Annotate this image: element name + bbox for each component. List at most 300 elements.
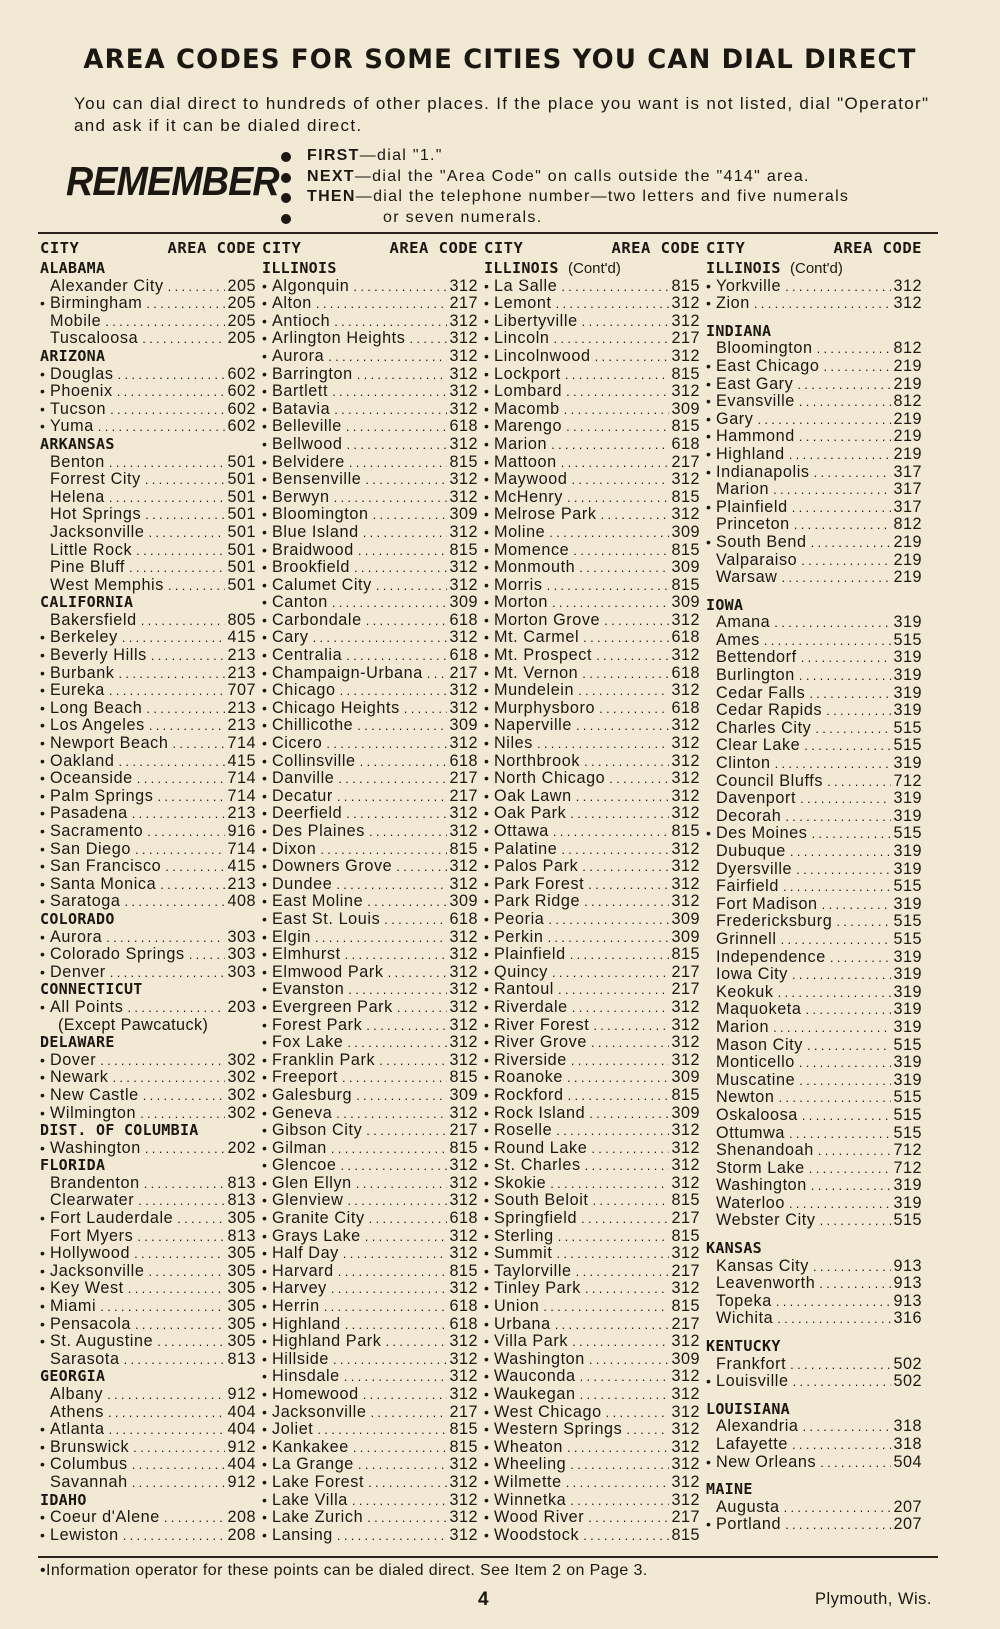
city-name: Marion xyxy=(494,434,548,453)
city-name: Iowa City xyxy=(716,965,788,984)
step-keyword: THEN xyxy=(307,188,356,205)
info-bullet-icon: • xyxy=(262,576,267,593)
dot-leader xyxy=(331,1280,448,1298)
city-row xyxy=(484,471,700,489)
city-name: Highland Park xyxy=(272,1332,382,1351)
info-bullet-icon: • xyxy=(40,1526,45,1543)
dot-leader xyxy=(385,1333,447,1351)
area-code: 203 xyxy=(227,997,256,1016)
info-bullet-icon: • xyxy=(484,383,489,400)
area-code: 312 xyxy=(449,1156,478,1175)
city-row xyxy=(262,295,478,313)
area-code: 208 xyxy=(227,1508,256,1527)
dot-leader xyxy=(320,841,447,859)
info-bullet-icon: • xyxy=(262,1403,267,1420)
city-row xyxy=(262,506,478,524)
city-row xyxy=(706,861,922,879)
dot-leader xyxy=(582,858,669,876)
city-name: La Salle xyxy=(494,276,558,295)
info-bullet-icon: • xyxy=(262,365,267,382)
dot-leader xyxy=(776,1293,892,1311)
city-name: Berwyn xyxy=(272,487,330,506)
area-code: 312 xyxy=(449,1050,478,1069)
city-name: Harvey xyxy=(272,1279,327,1298)
city-row xyxy=(262,1228,478,1246)
info-bullet-icon: • xyxy=(40,400,45,417)
city-row xyxy=(40,471,256,489)
dot-leader xyxy=(110,401,225,419)
city-row xyxy=(40,612,256,630)
city-row xyxy=(706,534,922,552)
city-name: Roselle xyxy=(494,1121,553,1140)
info-bullet-icon: • xyxy=(262,910,267,927)
dot-leader xyxy=(189,946,226,964)
city-row xyxy=(40,1087,256,1105)
city-name: Monticello xyxy=(716,1053,795,1072)
area-code-header: AREA CODE xyxy=(611,239,700,257)
area-code: 312 xyxy=(671,1367,700,1386)
dot-leader xyxy=(333,1351,448,1369)
city-name: Topeka xyxy=(716,1291,772,1310)
dot-leader xyxy=(338,1263,448,1281)
city-name: Clinton xyxy=(716,754,771,773)
city-name: Mt. Prospect xyxy=(494,646,593,665)
city-row xyxy=(484,330,700,348)
dot-leader xyxy=(119,665,226,683)
dot-leader xyxy=(777,1310,891,1328)
area-code: 618 xyxy=(449,909,478,928)
city-row xyxy=(484,1474,700,1492)
area-code: 815 xyxy=(671,1191,700,1210)
dot-leader xyxy=(373,506,448,524)
state-heading xyxy=(262,260,478,278)
city-name: Council Bluffs xyxy=(716,771,824,790)
city-name: Waukegan xyxy=(494,1385,576,1403)
city-row xyxy=(262,418,478,436)
info-bullet-icon: • xyxy=(262,453,267,470)
area-code: 312 xyxy=(671,804,700,823)
city-name: Savannah xyxy=(50,1472,128,1491)
dot-leader xyxy=(404,700,448,718)
area-code: 319 xyxy=(893,1070,922,1089)
column-header xyxy=(40,236,256,260)
city-name: Marengo xyxy=(494,417,563,436)
area-code: 312 xyxy=(449,980,478,999)
city-name: Homewood xyxy=(272,1385,359,1403)
dot-leader xyxy=(572,999,670,1017)
city-row xyxy=(484,1368,700,1386)
city-row xyxy=(262,330,478,348)
city-row xyxy=(706,1373,922,1391)
info-bullet-icon: • xyxy=(484,559,489,576)
state-name: ALABAMA xyxy=(40,259,106,277)
area-code: 312 xyxy=(671,857,700,876)
city-name: South Bend xyxy=(716,532,807,551)
city-name: Park Ridge xyxy=(494,892,581,911)
info-bullet-icon: • xyxy=(262,629,267,646)
area-code: 319 xyxy=(893,1000,922,1019)
city-name: Helena xyxy=(50,487,105,506)
dot-leader xyxy=(148,1263,225,1281)
info-bullet-icon: • xyxy=(40,1509,45,1526)
city-name: East Moline xyxy=(272,892,364,911)
area-code: 312 xyxy=(449,522,478,541)
dot-leader xyxy=(789,1125,892,1143)
info-bullet-icon: • xyxy=(40,1051,45,1068)
dot-leader xyxy=(397,999,448,1017)
city-row xyxy=(262,665,478,683)
continued-label: (Cont'd) xyxy=(568,260,621,277)
info-bullet-icon: • xyxy=(40,787,45,804)
dot-leader xyxy=(588,1509,669,1527)
info-bullet-icon: • xyxy=(262,1298,267,1315)
city-row xyxy=(484,506,700,524)
state-name: KENTUCKY xyxy=(706,1337,781,1356)
dot-leader xyxy=(146,295,225,313)
dot-leader xyxy=(589,1351,670,1369)
info-bullet-icon: • xyxy=(262,400,267,417)
step-keyword: FIRST xyxy=(307,147,360,164)
city-name: Saratoga xyxy=(50,892,121,911)
area-code: 312 xyxy=(449,1455,478,1474)
city-name: Oakland xyxy=(50,751,115,770)
city-row xyxy=(40,1439,256,1457)
city-row xyxy=(484,1298,700,1316)
state-heading xyxy=(40,981,256,999)
dot-leader xyxy=(134,1245,225,1263)
info-bullet-icon: • xyxy=(262,1368,267,1385)
dot-leader xyxy=(584,893,669,911)
city-name: Mt. Vernon xyxy=(494,663,579,682)
info-bullet-icon: • xyxy=(262,471,267,488)
area-code: 312 xyxy=(671,382,700,401)
info-bullet-icon: • xyxy=(484,347,489,364)
dot-leader xyxy=(593,1192,670,1210)
city-name: Fort Myers xyxy=(50,1226,134,1245)
dot-leader xyxy=(366,612,448,630)
area-code: 213 xyxy=(227,874,256,893)
info-bullet-icon: • xyxy=(262,963,267,980)
city-name: Rock Island xyxy=(494,1103,586,1122)
city-row xyxy=(706,464,922,482)
city-row xyxy=(262,735,478,753)
dot-leader xyxy=(775,755,892,773)
dot-leader xyxy=(141,612,226,630)
city-row xyxy=(40,401,256,419)
area-code: 408 xyxy=(227,892,256,911)
dot-leader xyxy=(317,1421,447,1439)
city-row xyxy=(262,1386,478,1404)
dot-leader xyxy=(369,1210,448,1228)
city-name: Colorado Springs xyxy=(50,945,185,964)
area-code: 312 xyxy=(671,1015,700,1034)
area-code: 618 xyxy=(449,646,478,665)
dot-leader xyxy=(334,489,448,507)
area-code: 815 xyxy=(449,839,478,858)
city-row xyxy=(262,964,478,982)
city-row xyxy=(262,594,478,612)
city-name: Waterloo xyxy=(716,1193,785,1212)
area-code: 618 xyxy=(671,663,700,682)
state-name: GEORGIA xyxy=(40,1367,106,1386)
info-bullet-icon: • xyxy=(484,1280,489,1297)
area-code: 312 xyxy=(671,1490,700,1509)
dot-leader xyxy=(817,340,892,358)
dot-leader xyxy=(365,1228,448,1246)
dot-leader xyxy=(585,1280,670,1298)
dot-leader xyxy=(100,1298,225,1316)
dot-leader xyxy=(561,278,669,296)
area-code: 312 xyxy=(449,822,478,840)
area-code: 714 xyxy=(227,769,256,788)
city-row xyxy=(40,805,256,823)
city-name: Des Moines xyxy=(716,824,808,843)
dot-leader xyxy=(358,542,448,560)
city-row xyxy=(262,682,478,700)
info-bullet-icon: • xyxy=(484,541,489,558)
city-row xyxy=(40,295,256,313)
area-code: 515 xyxy=(893,1211,922,1230)
city-name: Belvidere xyxy=(272,452,345,471)
city-name: Ottawa xyxy=(494,822,549,840)
area-code: 813 xyxy=(227,1191,256,1210)
city-row xyxy=(262,788,478,806)
info-bullet-icon: • xyxy=(262,998,267,1015)
dot-leader xyxy=(109,454,226,472)
city-row xyxy=(40,577,256,595)
city-name: Long Beach xyxy=(50,698,143,717)
info-bullet-icon: • xyxy=(262,1210,267,1227)
info-bullet-icon: • xyxy=(262,717,267,734)
city-name: Lincoln xyxy=(494,329,550,348)
area-code: 618 xyxy=(449,1209,478,1228)
city-row xyxy=(706,1293,922,1311)
city-row xyxy=(262,1404,478,1422)
city-name: Wheeling xyxy=(494,1455,567,1474)
area-code: 504 xyxy=(893,1452,922,1471)
info-bullet-icon: • xyxy=(484,1104,489,1121)
city-name: Skokie xyxy=(494,1173,547,1192)
dot-leader xyxy=(809,1160,892,1178)
dot-leader xyxy=(346,418,448,436)
dot-leader xyxy=(129,559,225,577)
area-code: 312 xyxy=(671,1455,700,1474)
state-name: ILLINOIS xyxy=(262,259,337,277)
area-code: 618 xyxy=(449,417,478,436)
info-bullet-icon: • xyxy=(484,770,489,787)
city-row xyxy=(40,964,256,982)
city-row xyxy=(706,1019,922,1037)
city-row xyxy=(484,1052,700,1070)
city-name: Bellwood xyxy=(272,434,343,453)
dot-leader xyxy=(570,1456,669,1474)
dot-leader xyxy=(573,542,669,560)
dot-leader xyxy=(564,401,670,419)
city-name: Atlanta xyxy=(50,1420,105,1439)
area-code: 312 xyxy=(449,1244,478,1263)
city-name: Macomb xyxy=(494,399,560,418)
city-row xyxy=(484,524,700,542)
city-row xyxy=(484,1140,700,1158)
area-code: 312 xyxy=(449,1490,478,1509)
area-code: 312 xyxy=(671,1050,700,1069)
dot-leader xyxy=(168,278,226,296)
dot-leader xyxy=(582,313,670,331)
info-bullet-icon: • xyxy=(484,1438,489,1455)
dot-leader xyxy=(572,1333,669,1351)
info-bullet-icon: • xyxy=(40,365,45,382)
city-name: Bensenville xyxy=(272,470,362,489)
dot-leader xyxy=(814,464,892,482)
city-name: West Memphis xyxy=(50,575,164,594)
city-row xyxy=(262,999,478,1017)
dot-leader xyxy=(836,913,891,931)
city-name: Quincy xyxy=(494,962,548,981)
area-code: 618 xyxy=(671,434,700,453)
area-code: 219 xyxy=(893,374,922,393)
info-bullet-icon: • xyxy=(40,1262,45,1279)
area-code: 815 xyxy=(449,1261,478,1280)
dot-leader xyxy=(334,401,447,419)
info-bullet-icon: • xyxy=(262,312,267,329)
dot-leader xyxy=(109,489,226,507)
dot-leader xyxy=(815,720,891,738)
city-row xyxy=(262,1421,478,1439)
dot-leader xyxy=(784,1499,892,1517)
dot-leader xyxy=(145,506,225,524)
state-heading xyxy=(40,911,256,929)
city-row xyxy=(706,843,922,861)
area-code: 312 xyxy=(449,681,478,700)
city-name: Pasadena xyxy=(50,804,128,823)
dot-leader xyxy=(792,499,892,517)
city-name: Forest Park xyxy=(272,1015,363,1034)
dot-leader xyxy=(583,629,669,647)
city-row xyxy=(40,1263,256,1281)
state-name: CALIFORNIA xyxy=(40,593,134,612)
info-bullet-icon: • xyxy=(40,963,45,980)
city-row xyxy=(706,614,922,632)
area-code: 213 xyxy=(227,698,256,717)
dot-leader xyxy=(804,737,891,755)
city-name: East St. Louis xyxy=(272,909,381,928)
area-code: 309 xyxy=(671,909,700,928)
info-bullet-icon: • xyxy=(40,664,45,681)
area-code: 319 xyxy=(893,1193,922,1212)
city-row xyxy=(40,893,256,911)
info-bullet-icon: • xyxy=(706,498,711,515)
city-name: Hillside xyxy=(272,1349,329,1368)
city-name: Naperville xyxy=(494,716,572,735)
city-row xyxy=(706,755,922,773)
info-bullet-icon: • xyxy=(40,1456,45,1473)
area-code: 515 xyxy=(893,736,922,755)
dot-leader xyxy=(589,1105,669,1123)
city-name: Amana xyxy=(716,613,771,632)
city-row xyxy=(262,876,478,894)
state-name: MAINE xyxy=(706,1480,753,1499)
info-bullet-icon: • xyxy=(484,1227,489,1244)
area-code: 312 xyxy=(671,997,700,1016)
city-row xyxy=(484,1157,700,1175)
city-name: Maywood xyxy=(494,470,568,489)
city-name: Miami xyxy=(50,1297,97,1316)
dot-leader xyxy=(596,647,669,665)
city-name: Tinley Park xyxy=(494,1279,581,1298)
dot-leader xyxy=(135,841,225,859)
city-name: Palm Springs xyxy=(50,786,154,805)
info-bullet-icon: • xyxy=(706,825,711,842)
area-code: 312 xyxy=(449,1103,478,1122)
dot-leader xyxy=(789,446,892,464)
area-code: 815 xyxy=(671,364,700,383)
dot-leader xyxy=(757,411,891,429)
dot-leader xyxy=(368,1474,447,1492)
column-header xyxy=(262,236,478,260)
area-code: 312 xyxy=(449,698,478,717)
area-code-column xyxy=(262,236,478,1544)
area-code: 219 xyxy=(893,427,922,446)
city-name: Denver xyxy=(50,962,106,981)
info-bullet-icon: • xyxy=(262,858,267,875)
state-heading xyxy=(706,260,922,278)
info-bullet-icon: • xyxy=(484,435,489,452)
city-name: Washington xyxy=(716,1176,807,1195)
city-name: East Chicago xyxy=(716,356,820,375)
info-bullet-icon: • xyxy=(484,312,489,329)
city-row xyxy=(40,717,256,735)
info-bullet-icon: • xyxy=(40,752,45,769)
city-row xyxy=(484,1228,700,1246)
city-row xyxy=(262,612,478,630)
dot-leader xyxy=(820,1212,892,1230)
dot-leader xyxy=(601,506,670,524)
info-bullet-icon: • xyxy=(484,1051,489,1068)
city-name: Warsaw xyxy=(716,568,778,587)
city-row xyxy=(484,278,700,296)
city-name: Maquoketa xyxy=(716,1000,802,1019)
city-row xyxy=(706,667,922,685)
city-row xyxy=(262,1034,478,1052)
area-code: 815 xyxy=(671,945,700,964)
dot-leader xyxy=(172,735,225,753)
city-row xyxy=(262,1017,478,1035)
city-name: Aurora xyxy=(50,927,103,946)
area-code: 219 xyxy=(893,568,922,587)
area-code: 515 xyxy=(893,630,922,649)
city-name: Arlington Heights xyxy=(272,329,406,348)
city-row xyxy=(40,1456,256,1474)
info-bullet-icon: • xyxy=(706,277,711,294)
city-row xyxy=(706,1160,922,1178)
city-row xyxy=(706,481,922,499)
city-row xyxy=(40,929,256,947)
area-code: 712 xyxy=(893,1158,922,1177)
info-bullet-icon: • xyxy=(484,1350,489,1367)
area-code: 515 xyxy=(893,929,922,948)
city-row xyxy=(262,1245,478,1263)
info-bullet-icon: • xyxy=(40,1280,45,1297)
area-code: 302 xyxy=(227,1085,256,1104)
info-bullet-icon: • xyxy=(262,1438,267,1455)
info-bullet-icon: • xyxy=(262,1280,267,1297)
city-name: Monmouth xyxy=(494,558,576,577)
city-name: Mattoon xyxy=(494,452,557,471)
dot-leader xyxy=(558,981,669,999)
area-code: 312 xyxy=(671,1472,700,1491)
info-bullet-icon: • xyxy=(262,1104,267,1121)
city-name: Cary xyxy=(272,628,309,647)
